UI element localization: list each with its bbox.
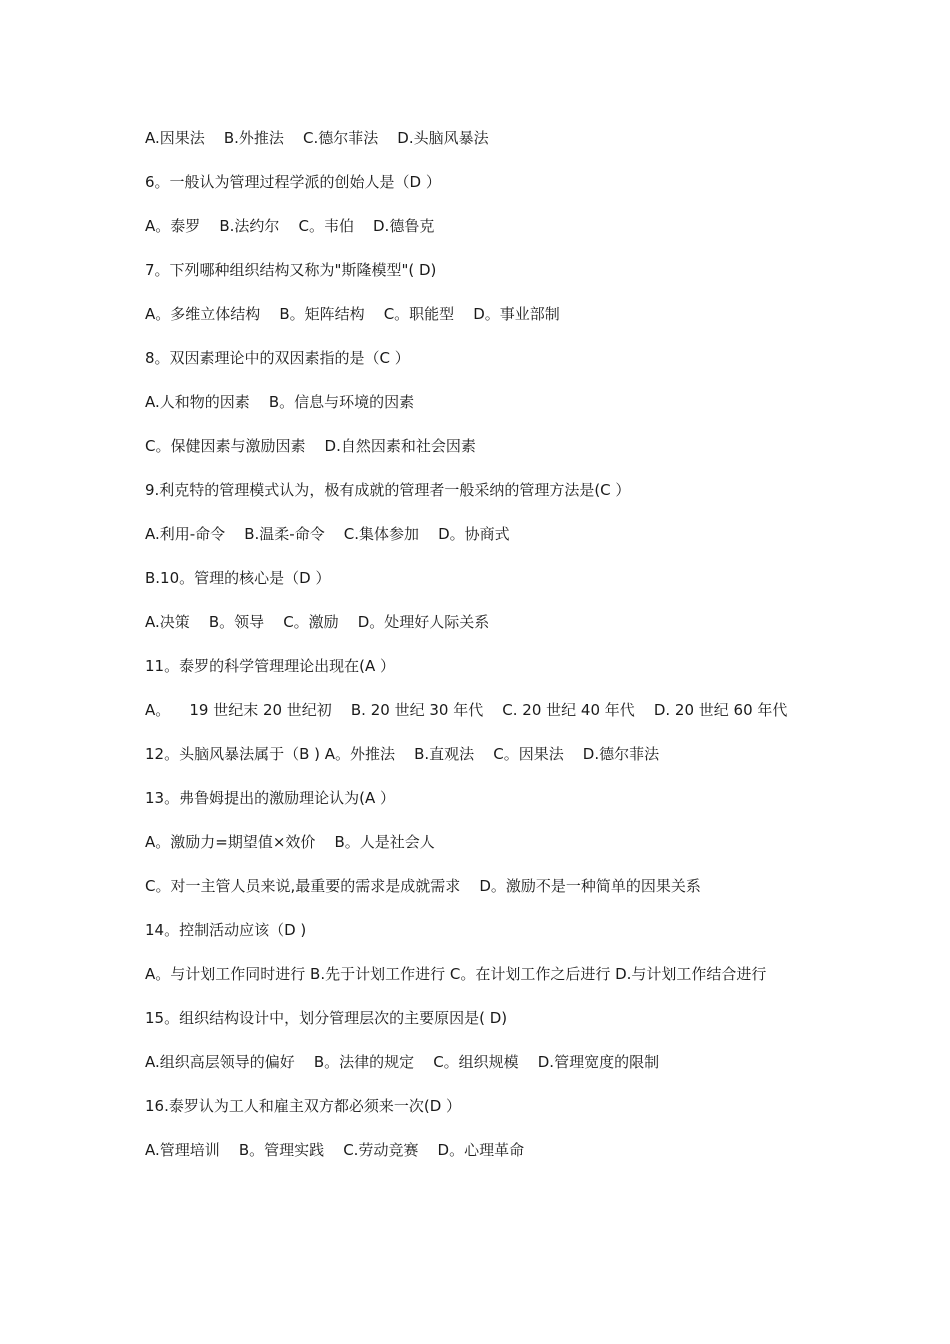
question-line: 12。头脑风暴法属于（B ) A。外推法 B.直观法 C。因果法 D.德尔菲法: [145, 745, 660, 763]
question-line: 6。一般认为管理过程学派的创始人是（D ）: [145, 173, 441, 191]
question-line: 13。弗鲁姆提出的激励理论认为(A ）: [145, 789, 395, 807]
question-line: 9.利克特的管理模式认为，极有成就的管理者一般采纳的管理方法是(C ）: [145, 481, 631, 499]
question-line: 7。下列哪种组织结构又称为"斯隆模型"( D): [145, 261, 437, 279]
option-line: A。多维立体结构 B。矩阵结构 C。职能型 D。事业部制: [145, 305, 560, 323]
option-line: A。 19 世纪末 20 世纪初 B. 20 世纪 30 年代 C. 20 世纪 40 年代 D. 20 世纪 60 年代: [145, 701, 788, 719]
question-line: 15。组织结构设计中，划分管理层次的主要原因是( D): [145, 1009, 508, 1027]
option-line: A.组织高层领导的偏好 B。法律的规定 C。组织规模 D.管理宽度的限制: [145, 1053, 660, 1071]
option-line: A.管理培训 B。管理实践 C.劳动竞赛 D。心理革命: [145, 1141, 525, 1159]
document-body: [145, 124, 815, 1180]
question-line: 8。双因素理论中的双因素指的是（C ）: [145, 349, 410, 367]
option-line: C。对一主管人员来说,最重要的需求是成就需求 D。激励不是一种简单的因果关系: [145, 877, 701, 895]
option-line: A。泰罗 B.法约尔 C。韦伯 D.德鲁克: [145, 217, 435, 235]
option-line: A。激励力=期望值×效价 B。人是社会人: [145, 833, 435, 851]
option-line: A.决策 B。领导 C。激励 D。处理好人际关系: [145, 613, 490, 631]
question-line: 14。控制活动应该（D ): [145, 921, 307, 939]
option-line: C。保健因素与激励因素 D.自然因素和社会因素: [145, 437, 476, 455]
question-line: 11。泰罗的科学管理理论出现在(A ）: [145, 657, 395, 675]
option-line: A.利用-命令 B.温柔-命令 C.集体参加 D。协商式: [145, 525, 510, 543]
option-line: A.因果法 B.外推法 C.德尔菲法 D.头脑风暴法: [145, 129, 489, 147]
option-line: A。与计划工作同时进行 B.先于计划工作进行 C。在计划工作之后进行 D.与计划工作结合进行: [145, 965, 767, 983]
question-line: B.10。管理的核心是（D ）: [145, 569, 331, 587]
question-line: 16.泰罗认为工人和雇主双方都必须来一次(D ）: [145, 1097, 462, 1115]
option-line: A.人和物的因素 B。信息与环境的因素: [145, 393, 415, 411]
